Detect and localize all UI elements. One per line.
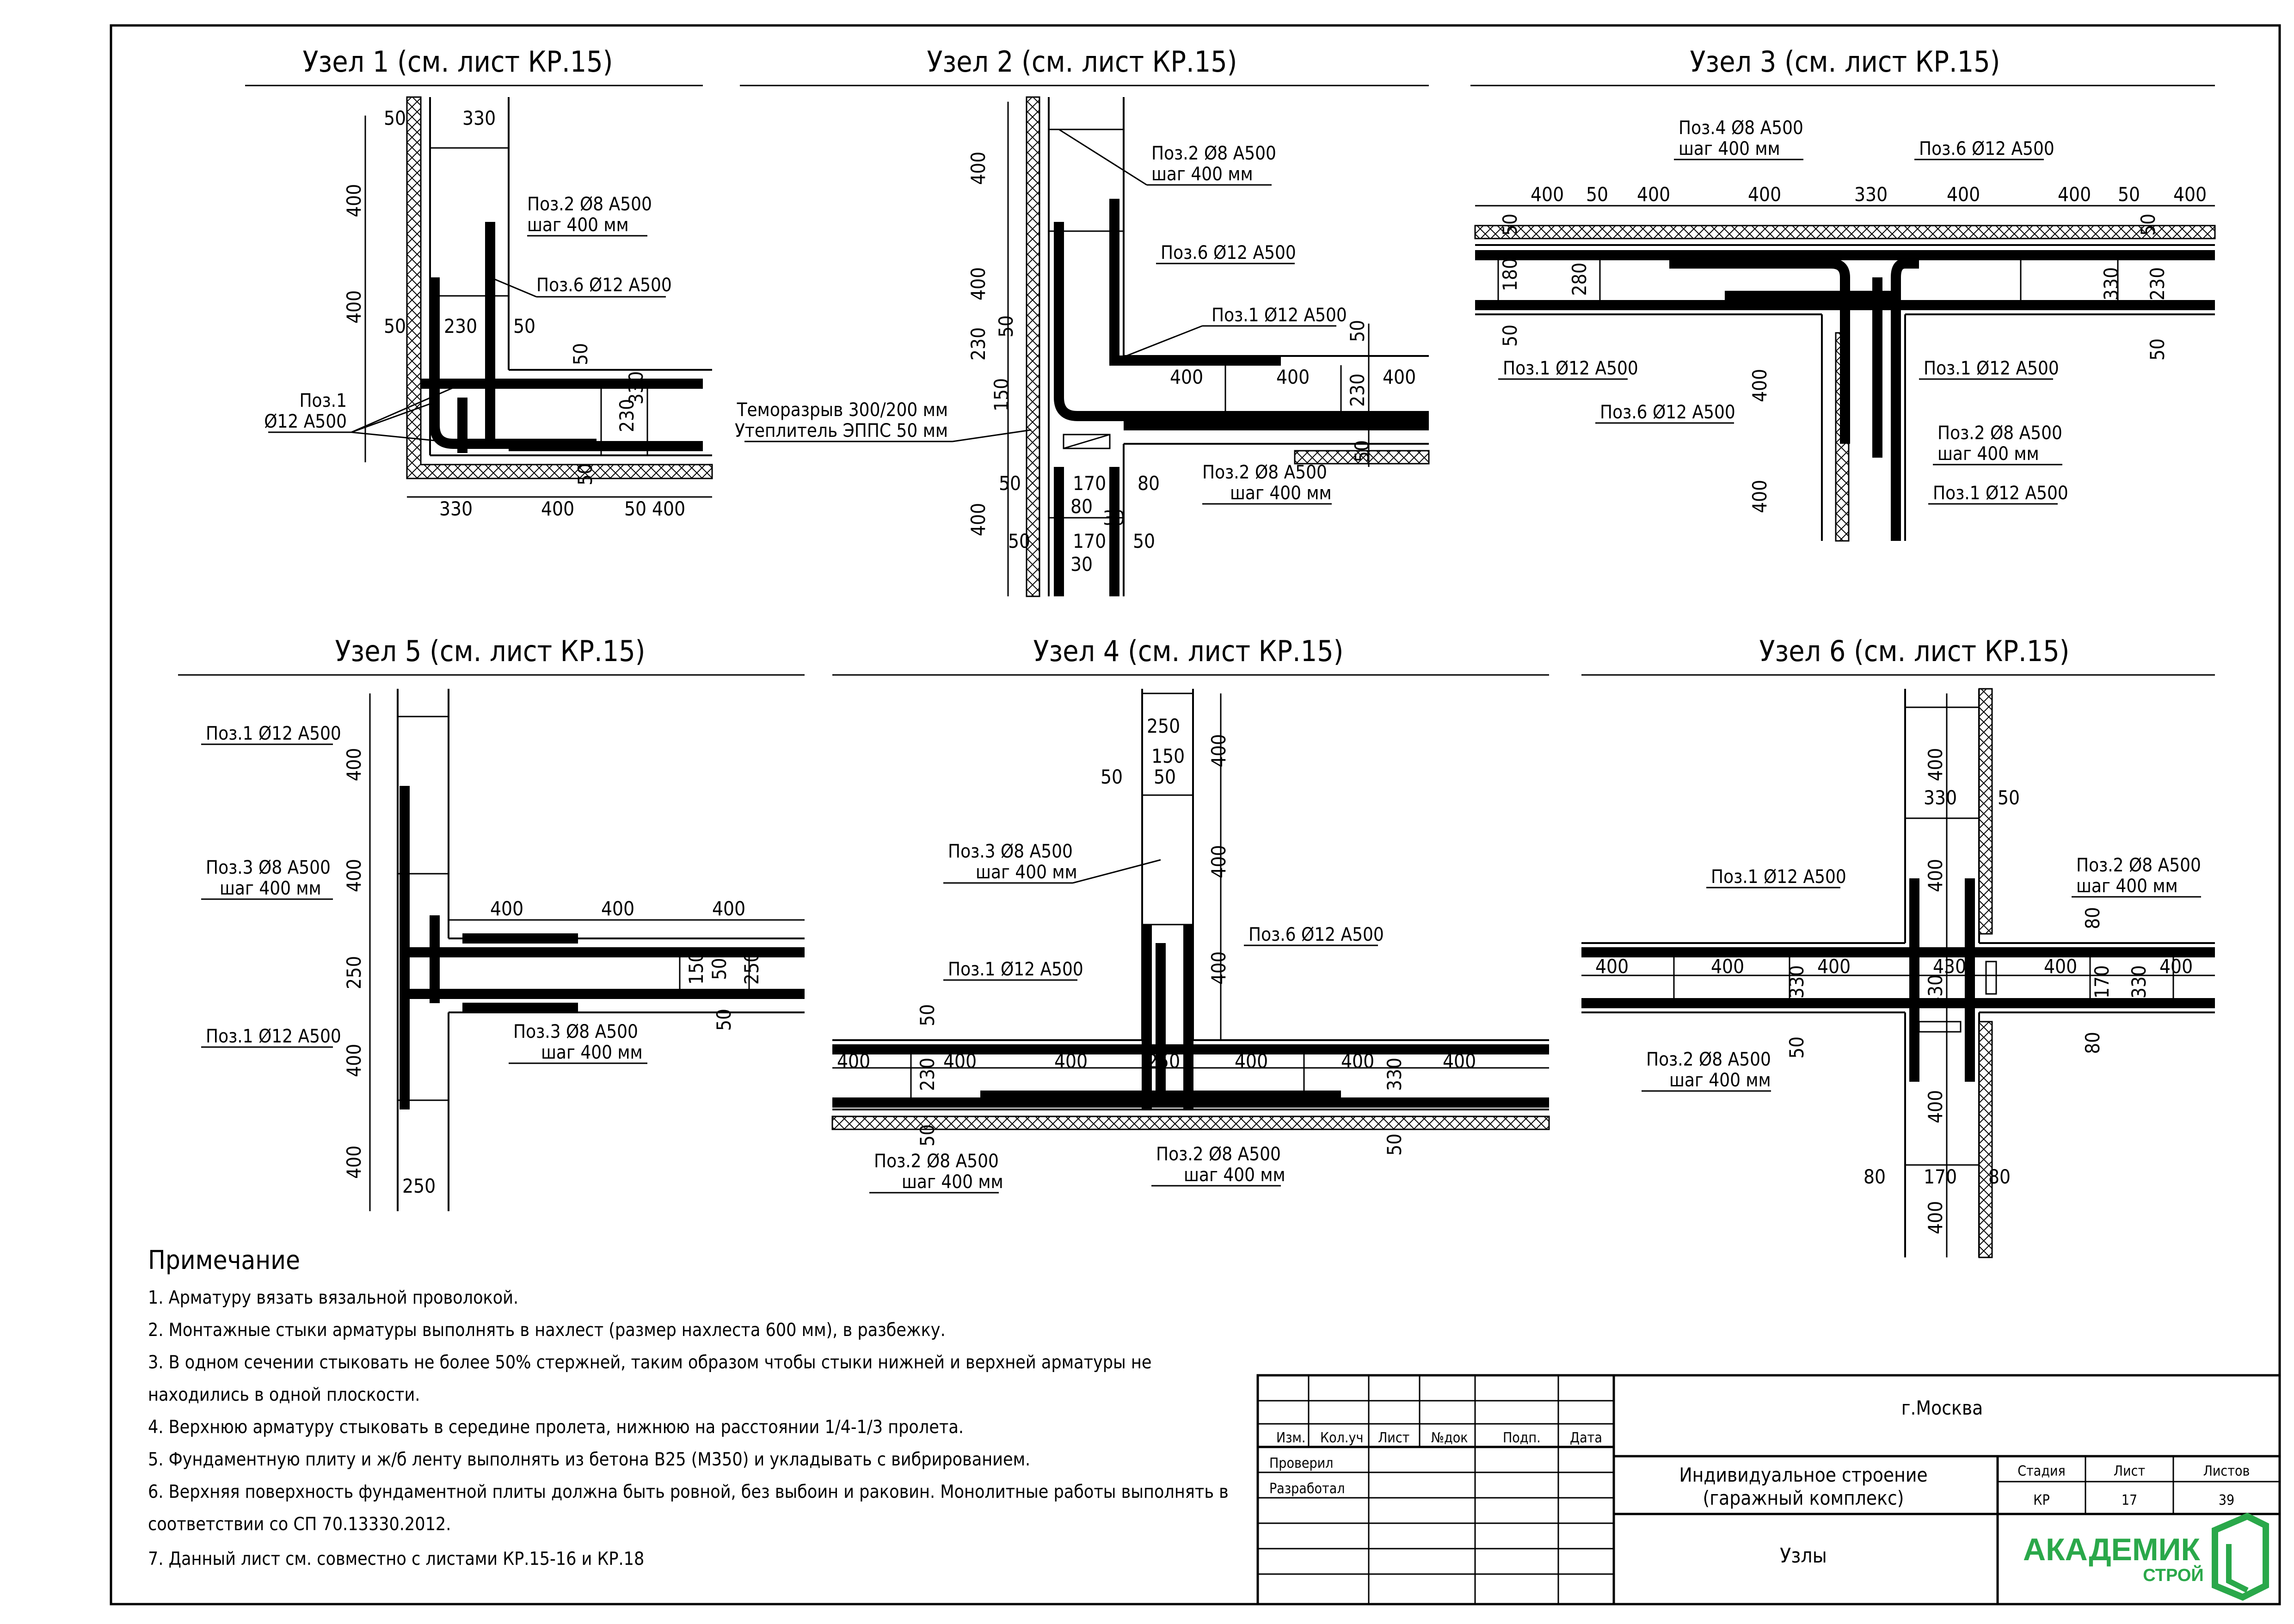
label-pos1: Поз.1 Ø12 А500	[206, 1026, 341, 1047]
dimension-text: 400	[343, 290, 365, 324]
node-6-title: Узел 6 (см. лист КР.15)	[1759, 634, 2070, 668]
note-line: 2. Монтажные стыки арматуры выполнять в нахлест (размер нахлеста 600 мм), в разбежку.	[148, 1320, 946, 1341]
label-pos2: Поз.2 Ø8 А500	[527, 194, 652, 215]
label-pos6: Поз.6 Ø12 А500	[536, 275, 672, 296]
note-line: 1. Арматуру вязать вязальной проволокой.	[148, 1287, 519, 1308]
label-pos3: Поз.3 Ø8 А500	[948, 841, 1073, 862]
label-pos2: Поз.2 Ø8 А500	[1156, 1144, 1281, 1165]
dimension-text: 30	[1070, 553, 1093, 576]
dimension-text: 50	[574, 463, 597, 485]
dimension-text: №док	[1431, 1430, 1468, 1446]
dimension-text: 430	[1924, 974, 1947, 1008]
dimension-text: 400	[1748, 479, 1771, 513]
dimension-text: 400	[1817, 955, 1851, 978]
note-line: 6. Верхняя поверхность фундаментной плиты должна быть ровной, без выбоин и раковин. Монолитные работы выполнять в	[148, 1482, 1229, 1502]
dimension-text: АКАДЕМИК	[2023, 1532, 2201, 1567]
dimension-text: 400	[2044, 955, 2078, 978]
dimension-text: Изм.	[1276, 1430, 1306, 1446]
dimension-text: Лист	[2113, 1463, 2146, 1479]
dimension-text: 50	[1499, 213, 1521, 236]
dimension-text: 50	[1101, 766, 1123, 788]
dimension-text: 400	[343, 748, 365, 781]
dimension-text: 400	[1637, 183, 1671, 206]
dimension-text: 330	[462, 107, 496, 129]
label-pos6: Поз.6 Ø12 А500	[1161, 242, 1296, 264]
dimension-text: 400	[2159, 955, 2193, 978]
dimension-text: 50	[1133, 530, 1156, 552]
dimension-text: Лист	[1378, 1430, 1410, 1446]
dimension-text: 400	[2058, 183, 2091, 206]
dimension-text: 50	[624, 497, 647, 520]
dimension-text: шаг 400 мм	[902, 1171, 1003, 1193]
dimension-text: 80	[1863, 1165, 1886, 1188]
dimension-text: 150	[990, 378, 1013, 411]
node-2-title: Узел 2 (см. лист КР.15)	[927, 45, 1237, 79]
label-pos6: Поз.6 Ø12 А500	[1919, 138, 2054, 159]
dimension-text: 250	[402, 1175, 436, 1197]
dimension-text: 50	[2118, 183, 2140, 206]
dimension-text: 400	[1235, 1050, 1268, 1072]
dimension-text: 170	[1924, 1165, 1957, 1188]
label-pos3: Поз.3 Ø8 А500	[513, 1021, 638, 1042]
label-pos2: Поз.2 Ø8 А500	[1202, 462, 1327, 483]
dimension-text: 280	[1568, 262, 1591, 296]
dimension-text: 400	[343, 184, 365, 217]
dimension-text: 230	[615, 398, 638, 432]
dimension-text: 400	[343, 1043, 365, 1077]
node-5	[178, 634, 805, 1211]
note-line: соответствии со СП 70.13330.2012.	[148, 1514, 451, 1535]
dimension-text: 430	[1933, 955, 1967, 978]
dimension-text: 400	[490, 897, 524, 920]
node-2	[735, 45, 1429, 596]
label-pos1: Поз.1 Ø12 А500	[1503, 358, 1638, 379]
dimension-text: 230	[967, 327, 990, 361]
label-insulation: Утеплитель ЭППС 50 мм	[734, 420, 948, 441]
dimension-text: 50	[384, 107, 406, 129]
label-pos1: Поз.1 Ø12 А500	[948, 959, 1083, 980]
dimension-text: 50	[2146, 338, 2169, 361]
dimension-text: Подп.	[1503, 1430, 1541, 1446]
label-pos2: Поз.2 Ø8 А500	[1937, 423, 2062, 444]
dimension-text: шаг 400 мм	[1184, 1164, 1285, 1186]
dimension-text: 170	[1073, 472, 1107, 495]
dimension-text: 330	[2128, 965, 2150, 999]
dimension-text: 50	[1154, 766, 1176, 788]
notes-title: Примечание	[148, 1245, 300, 1275]
dimension-text: 170	[2091, 965, 2113, 999]
dimension-text: 400	[1924, 1090, 1947, 1123]
notes-block	[148, 1245, 1229, 1569]
dimension-text: 50	[1008, 530, 1031, 552]
node-4	[832, 634, 1549, 1193]
dimension-text: 400	[967, 151, 990, 185]
label-pos1: Поз.1 Ø12 А500	[1924, 358, 2059, 379]
dimension-text: шаг 400 мм	[541, 1042, 643, 1063]
dimension-text: Проверил	[1269, 1455, 1334, 1471]
label-pos2: Поз.2 Ø8 А500	[2076, 855, 2201, 876]
note-line: 3. В одном сечении стыковать не более 50% стержней, таким образом чтобы стыки нижней и верхней арматуры не	[148, 1352, 1152, 1373]
dimension-text: шаг 400 мм	[976, 862, 1077, 883]
note-line: 4. Верхнюю арматуру стыковать в середине пролета, нижнюю на расстоянии 1/4-1/3 пролета.	[148, 1417, 964, 1438]
dimension-text: Ø12 А500	[264, 411, 347, 432]
insulation-layer	[832, 1116, 1549, 1129]
dimension-text: 400	[967, 267, 990, 300]
dimension-text: 150	[1151, 745, 1185, 767]
stamp-project: Индивидуальное строение	[1679, 1464, 1928, 1486]
dimension-text: 400	[1383, 366, 1416, 388]
dimension-text: шаг 400 мм	[1669, 1070, 1771, 1091]
dimension-text: шаг 400 мм	[1151, 164, 1253, 185]
stamp-drawing-name: Узлы	[1780, 1544, 1827, 1568]
dimension-text: 330	[1854, 183, 1888, 206]
dimension-text: 50	[1351, 440, 1373, 462]
label-pos2: Поз.2 Ø8 А500	[1151, 143, 1276, 164]
dimension-text: 330	[2100, 267, 2122, 300]
label-pos3: Поз.3 Ø8 А500	[206, 857, 331, 878]
dimension-text: 330	[1383, 1057, 1406, 1091]
title-block	[1258, 1375, 2280, 1604]
label-pos1: Поз.1 Ø12 А500	[1711, 866, 1846, 888]
dimension-text: 80	[2081, 1031, 2104, 1054]
company-logo	[2023, 1516, 2266, 1597]
dimension-text: 150	[685, 951, 707, 985]
label-pos2: Поз.2 Ø8 А500	[874, 1151, 999, 1172]
stamp-sheets: 39	[2218, 1492, 2235, 1508]
label-pos1: Поз.1 Ø12 А500	[1933, 483, 2068, 504]
dimension-text: 50	[569, 343, 592, 365]
dimension-text: 50	[2137, 213, 2159, 236]
node-3	[1470, 45, 2215, 541]
dimension-text: 50	[1499, 324, 1521, 347]
dimension-text: 80	[1988, 1165, 2011, 1188]
label-pos2: Поз.2 Ø8 А500	[1646, 1049, 1771, 1070]
dimension-text: 330	[625, 371, 647, 404]
node-1	[245, 45, 712, 520]
stamp-sheet: 17	[2121, 1492, 2138, 1508]
note-line: находились в одной плоскости.	[148, 1385, 420, 1405]
dimension-text: 30	[1103, 507, 1125, 529]
dimension-text: 180	[1499, 257, 1521, 291]
dimension-text: 400	[1531, 183, 1564, 206]
dimension-text: Разработал	[1269, 1481, 1345, 1497]
label-pos6: Поз.6 Ø12 А500	[1248, 924, 1384, 945]
stamp-city: г.Москва	[1901, 1397, 1983, 1419]
label-pos1: Поз.1 Ø12 А500	[206, 723, 341, 744]
dimension-text: Стадия	[2017, 1463, 2066, 1479]
dimension-text: 80	[1070, 495, 1093, 518]
dimension-text: 330	[1785, 965, 1808, 999]
label-pos1: Поз.1	[299, 390, 347, 411]
dimension-text: 50	[916, 1004, 939, 1026]
dimension-text: 400	[1947, 183, 1980, 206]
dimension-text: 400	[1924, 1201, 1947, 1234]
dimension-text: 400	[1711, 955, 1745, 978]
dimension-text: Кол.уч	[1320, 1430, 1364, 1446]
rebar-pos6	[1114, 199, 1281, 361]
insulation-layer	[1027, 97, 1039, 596]
dimension-text: 50	[513, 315, 536, 337]
dimension-text: 400	[1207, 951, 1230, 985]
dimension-text: 50	[1998, 786, 2020, 809]
insulation-layer	[1475, 226, 2215, 239]
dimension-text: 400	[967, 503, 990, 536]
dimension-text: шаг 400 мм	[1679, 138, 1780, 159]
dimension-text: 80	[2081, 907, 2104, 929]
dimension-text: 250	[1147, 1050, 1181, 1072]
dimension-text: 400	[541, 497, 575, 520]
dimension-text: шаг 400 мм	[220, 878, 321, 899]
dimension-text: 50	[1383, 1133, 1406, 1156]
dimension-text: Листов	[2203, 1463, 2250, 1479]
dimension-text: 400	[652, 497, 686, 520]
dimension-text: 400	[1748, 368, 1771, 402]
dimension-text: 50	[708, 957, 731, 980]
dimension-text: 400	[837, 1050, 871, 1072]
dimension-text: 250	[1147, 715, 1181, 737]
node-1-title: Узел 1 (см. лист КР.15)	[302, 45, 613, 79]
dimension-text: 400	[1595, 955, 1629, 978]
dimension-text: 400	[343, 858, 365, 892]
dimension-text: 250	[343, 956, 365, 989]
insulation-layer	[1979, 689, 1992, 934]
node-3-title: Узел 3 (см. лист КР.15)	[1690, 45, 2000, 79]
dimension-text: 400	[712, 897, 746, 920]
node-4-title: Узел 4 (см. лист КР.15)	[1033, 634, 1344, 668]
dimension-text: шаг 400 мм	[527, 214, 629, 236]
dimension-text: 50	[1586, 183, 1609, 206]
dimension-text: 400	[1924, 748, 1947, 781]
label-thermo: Теморазрыв 300/200 мм	[737, 399, 948, 421]
dimension-text: шаг 400 мм	[1937, 443, 2039, 465]
dimension-text: 400	[1924, 858, 1947, 892]
dimension-text: 50	[384, 315, 406, 337]
dimension-text: 170	[1073, 530, 1107, 552]
dimension-text: 330	[439, 497, 473, 520]
dimension-text: 400	[1341, 1050, 1375, 1072]
dimension-text: 400	[2173, 183, 2207, 206]
dimension-text: 50	[916, 1124, 939, 1146]
dimension-text: шаг 400 мм	[1230, 483, 1332, 504]
node-5-title: Узел 5 (см. лист КР.15)	[335, 634, 646, 668]
dimension-text: 50	[995, 315, 1017, 337]
dimension-text: 50	[1346, 319, 1369, 342]
dimension-text: 400	[601, 897, 635, 920]
dimension-text: 50	[1785, 1036, 1808, 1059]
dimension-text: 230	[444, 315, 478, 337]
label-pos1: Поз.1 Ø12 А500	[1212, 305, 1347, 326]
label-pos4: Поз.4 Ø8 А500	[1679, 117, 1803, 139]
dimension-text: 400	[1207, 734, 1230, 767]
dimension-text: 80	[1138, 472, 1160, 495]
dimension-text: (гаражный комплекс)	[1703, 1487, 1904, 1509]
note-line: 7. Данный лист см. совместно с листами КР.15-16 и КР.18	[148, 1549, 645, 1569]
stamp-stage: КР	[2033, 1492, 2050, 1508]
dimension-text: 230	[1346, 373, 1369, 407]
dimension-text: 400	[1443, 1050, 1476, 1072]
dimension-text: 400	[1170, 366, 1204, 388]
dimension-text: 50	[713, 1008, 735, 1031]
dimension-text: 230	[2146, 267, 2169, 300]
dimension-text: 250	[740, 951, 763, 985]
dimension-text: СТРОЙ	[2143, 1566, 2204, 1585]
dimension-text: 230	[916, 1057, 939, 1091]
dimension-text: 50	[999, 472, 1021, 495]
dimension-text: 400	[1748, 183, 1782, 206]
dimension-text: 400	[343, 1145, 365, 1179]
label-pos6: Поз.6 Ø12 А500	[1600, 402, 1735, 423]
dimension-text: Дата	[1570, 1430, 1602, 1446]
node-6	[1581, 634, 2215, 1257]
note-line: 5. Фундаментную плиту и ж/б ленту выполнять из бетона В25 (М350) и укладывать с вибрированием.	[148, 1449, 1031, 1470]
dimension-text: 400	[1276, 366, 1310, 388]
dimension-text: 400	[1054, 1050, 1088, 1072]
dimension-text: 330	[1924, 786, 1957, 809]
dimension-text: шаг 400 мм	[2076, 876, 2178, 897]
dimension-text: 400	[943, 1050, 977, 1072]
dimension-text: 400	[1207, 845, 1230, 878]
